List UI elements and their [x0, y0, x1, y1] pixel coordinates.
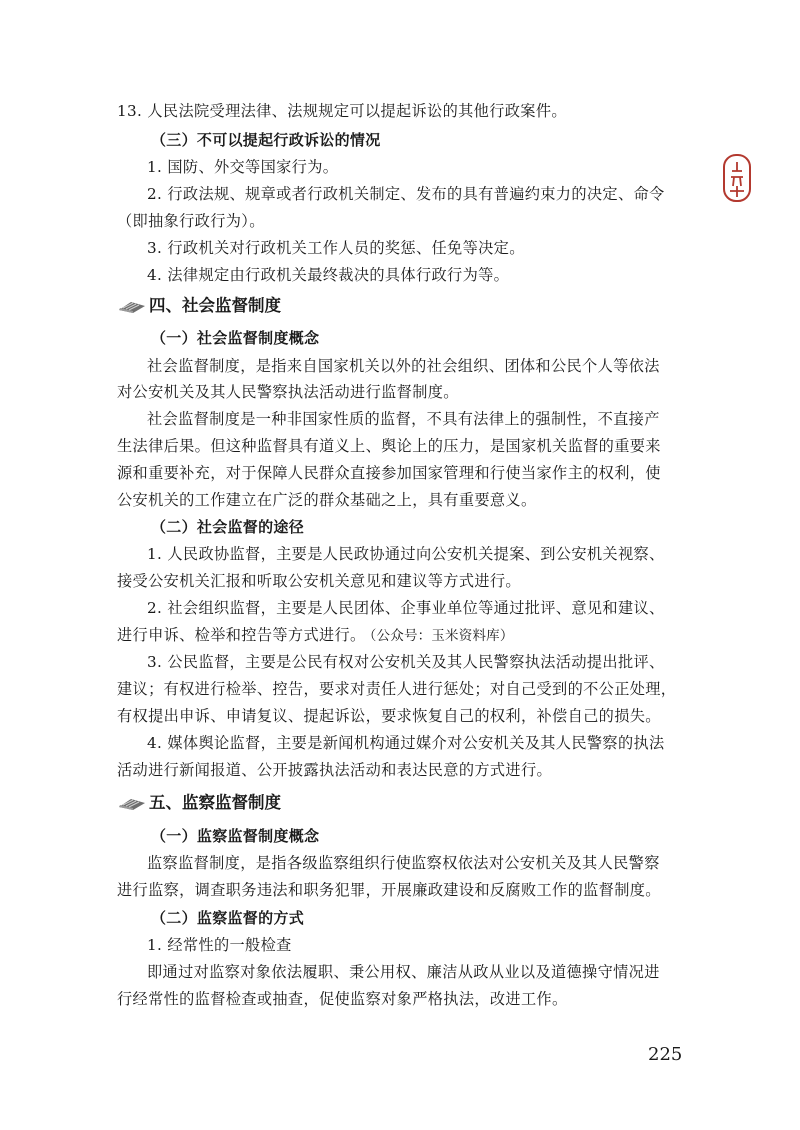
text-line: 即通过对监察对象依法履职、秉公用权、廉洁从政从业以及道德操守情况进: [147, 963, 660, 981]
text-line: 2. 行政法规、规章或者行政机关制定、发布的具有普遍约束力的决定、命令: [147, 185, 665, 203]
text-line: 公安机关的工作建立在广泛的群众基础之上，具有重要意义。: [117, 491, 537, 509]
text-line: 1. 经常性的一般检查: [147, 936, 292, 954]
text-line: 3. 公民监督，主要是公民有权对公安机关及其人民警察执法活动提出批评、: [147, 653, 665, 671]
section-title: 四、社会监督制度: [149, 296, 281, 315]
page-number: 225: [648, 1044, 683, 1065]
text-line: 有权提出申诉、申请复议、提起诉讼，要求恢复自己的权利，补偿自己的损失。: [117, 707, 661, 725]
watermark-note: （公众号：玉米资料库）: [369, 628, 514, 644]
text-line: 3. 行政机关对行政机关工作人员的奖惩、任免等决定。: [147, 239, 525, 257]
section-heading: [117, 294, 281, 318]
text-line: [117, 624, 514, 647]
book-icon: [117, 298, 147, 314]
text-line: 接受公安机关汇报和听取公安机关意见和建议等方式进行。: [117, 572, 521, 590]
text-line: 生法律后果。但这种监督具有道义上、舆论上的压力，是国家机关监督的重要来: [117, 437, 661, 455]
subsection-heading: （二）监察监督的方式: [151, 909, 305, 927]
text-line: （即抽象行政行为）。: [117, 212, 265, 230]
text-line: 1. 人民政协监督，主要是人民政协通过向公安机关提案、到公安机关视察、: [147, 545, 665, 563]
text-line: 监察监督制度，是指各级监察组织行使监察权依法对公安机关及其人民警察: [147, 854, 660, 872]
text-line: 行经常性的监督检查或抽查，促使监察对象严格执法，改进工作。: [117, 990, 568, 1008]
subsection-heading: （一）监察监督制度概念: [151, 827, 320, 845]
text-line: 社会监督制度，是指来自国家机关以外的社会组织、团体和公民个人等依法: [147, 357, 660, 375]
text-line: 源和重要补充，对于保障人民群众直接参加国家管理和行使当家作主的权利，使: [117, 464, 661, 482]
text-line: 2. 社会组织监督，主要是人民团体、企事业单位等通过批评、意见和建议、: [147, 599, 665, 617]
text-line: 社会监督制度是一种非国家性质的监督，不具有法律上的强制性，不直接产: [147, 410, 660, 428]
text-line: 进行监察，调查职务违法和职务犯罪，开展廉政建设和反腐败工作的监督制度。: [117, 881, 661, 899]
text-line: 对公安机关及其人民警察执法活动进行监督制度。: [117, 383, 459, 401]
book-icon: [117, 795, 147, 811]
section-title: 五、监察监督制度: [149, 793, 281, 812]
text-line: 13. 人民法院受理法律、法规规定可以提起诉讼的其他行政案件。: [117, 102, 567, 120]
section-heading: [117, 791, 281, 815]
text-line: 4. 媒体舆论监督，主要是新闻机构通过媒介对公安机关及其人民警察的执法: [147, 734, 665, 752]
text-line: 1. 国防、外交等国家行为。: [147, 158, 339, 176]
text-line: 活动进行新闻报道、公开披露执法活动和表达民意的方式进行。: [117, 761, 553, 779]
subsection-heading: （一）社会监督制度概念: [151, 329, 320, 347]
text-line: 建议；有权进行检举、控告，要求对责任人进行惩处；对自己受到的不公正处理，: [117, 680, 677, 698]
subsection-heading: （三）不可以提起行政诉讼的情况: [151, 131, 381, 149]
text-span: 进行申诉、检举和控告等方式进行。: [117, 626, 366, 644]
subsection-heading: （二）社会监督的途径: [151, 518, 305, 536]
text-line: 4. 法律规定由行政机关最终裁决的具体行政行为等。: [147, 266, 510, 284]
seal-icon: [722, 153, 752, 203]
